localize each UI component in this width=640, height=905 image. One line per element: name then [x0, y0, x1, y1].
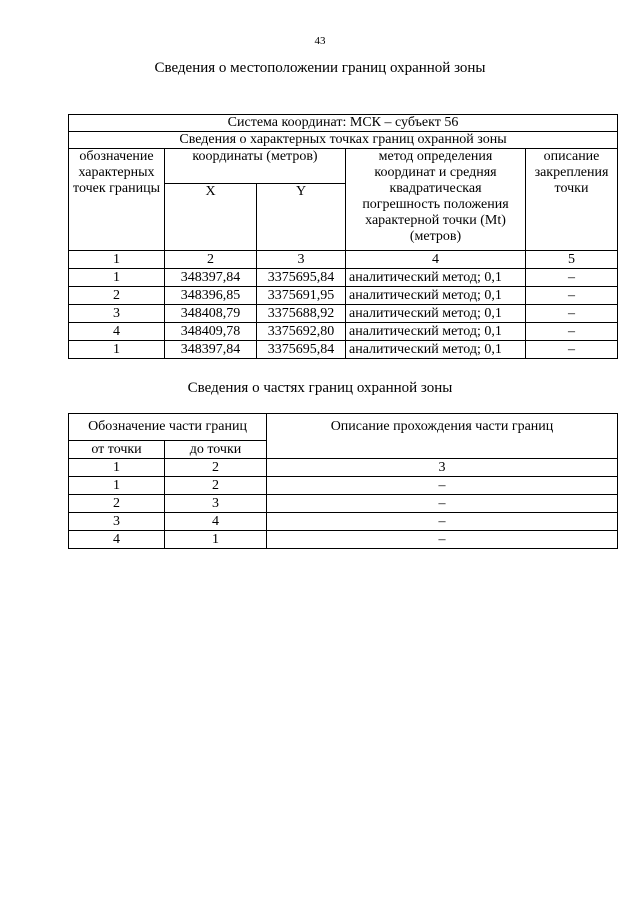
- col-point-header: обозначение характерных точек границы: [69, 149, 165, 251]
- x-cell: 348397,84: [165, 269, 257, 287]
- numbering-row: [69, 459, 618, 477]
- num-cell: 2: [165, 251, 257, 269]
- x-cell: 348408,79: [165, 305, 257, 323]
- x-cell: 348397,84: [165, 341, 257, 359]
- method-cell: аналитический метод; 0,1: [346, 341, 526, 359]
- table-row: [69, 513, 618, 531]
- table-row: [69, 323, 618, 341]
- col-method-header: метод определения координат и средняя квадратическая погрешность положения характерной точки (Mt) (метров): [346, 149, 526, 251]
- point-cell: 1: [69, 269, 165, 287]
- page-number: 43: [314, 35, 326, 47]
- points-header: Сведения о характерных точках границ охранной зоны: [69, 132, 618, 149]
- table-row: [69, 341, 618, 359]
- method-cell: аналитический метод; 0,1: [346, 287, 526, 305]
- desc-cell: –: [267, 495, 618, 513]
- from-cell: 3: [69, 513, 165, 531]
- table-row: [69, 269, 618, 287]
- to-cell: 1: [165, 531, 267, 549]
- num-cell: 2: [165, 459, 267, 477]
- num-cell: 1: [69, 251, 165, 269]
- col-y-header: Y: [257, 184, 346, 251]
- point-cell: 1: [69, 341, 165, 359]
- from-cell: 1: [69, 477, 165, 495]
- col-to-header: до точки: [165, 441, 267, 459]
- num-cell: 4: [346, 251, 526, 269]
- desc-cell: –: [526, 323, 618, 341]
- method-cell: аналитический метод; 0,1: [346, 269, 526, 287]
- point-cell: 4: [69, 323, 165, 341]
- col-from-header: от точки: [69, 441, 165, 459]
- numbering-row: [69, 251, 618, 269]
- y-cell: 3375688,92: [257, 305, 346, 323]
- from-cell: 4: [69, 531, 165, 549]
- x-cell: 348396,85: [165, 287, 257, 305]
- table-row: [69, 305, 618, 323]
- col-part-desc-header: Описание прохождения части границ: [267, 414, 618, 459]
- method-cell: аналитический метод; 0,1: [346, 305, 526, 323]
- num-cell: 3: [257, 251, 346, 269]
- desc-cell: –: [526, 305, 618, 323]
- y-cell: 3375695,84: [257, 269, 346, 287]
- points-table: [68, 114, 618, 359]
- num-cell: 3: [267, 459, 618, 477]
- col-part-header: Обозначение части границ: [69, 414, 267, 441]
- x-cell: 348409,78: [165, 323, 257, 341]
- to-cell: 3: [165, 495, 267, 513]
- col-desc-header: описание закрепления точки: [526, 149, 618, 251]
- desc-cell: –: [267, 531, 618, 549]
- num-cell: 5: [526, 251, 618, 269]
- num-cell: 1: [69, 459, 165, 477]
- section-title-parts: Сведения о частях границ охранной зоны: [187, 380, 453, 396]
- y-cell: 3375695,84: [257, 341, 346, 359]
- desc-cell: –: [267, 477, 618, 495]
- method-cell: аналитический метод; 0,1: [346, 323, 526, 341]
- table-row: [69, 495, 618, 513]
- desc-cell: –: [526, 269, 618, 287]
- col-coords-header: координаты (метров): [165, 149, 346, 184]
- from-cell: 2: [69, 495, 165, 513]
- y-cell: 3375692,80: [257, 323, 346, 341]
- point-cell: 2: [69, 287, 165, 305]
- parts-table: [68, 413, 618, 549]
- to-cell: 4: [165, 513, 267, 531]
- to-cell: 2: [165, 477, 267, 495]
- col-x-header: X: [165, 184, 257, 251]
- table-row: [69, 287, 618, 305]
- y-cell: 3375691,95: [257, 287, 346, 305]
- desc-cell: –: [526, 341, 618, 359]
- point-cell: 3: [69, 305, 165, 323]
- desc-cell: –: [267, 513, 618, 531]
- desc-cell: –: [526, 287, 618, 305]
- table-row: [69, 531, 618, 549]
- section-title-location: Сведения о местоположении границ охранной зоны: [154, 60, 486, 76]
- table-row: [69, 477, 618, 495]
- coord-system-label: Система координат: МСК – субъект 56: [69, 115, 618, 132]
